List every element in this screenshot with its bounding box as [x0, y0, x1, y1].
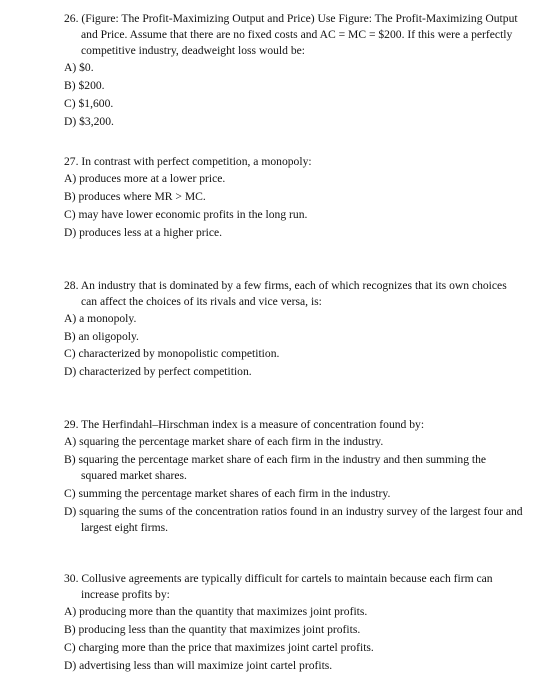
question-29-option-b: B) squaring the percentage market share of each firm in the industry and then summing the squared market shares.: [64, 453, 487, 482]
question-26-option-b: B) $200.: [64, 79, 105, 92]
question-28-option-b: B) an oligopoly.: [64, 329, 139, 343]
question-26-stem: 26. (Figure: The Profit-Maximizing Output and Price) Use Figure: The Profit-Maximizing Output and Price. Assume that there are no fixed costs and AC = MC = $200. If this were a perfectly competitive industry, deadweight loss would be:: [64, 12, 518, 57]
question-30: [64, 571, 524, 676]
question-30-option-a: A) producing more than the quantity that maximizes joint profits.: [64, 605, 368, 618]
question-27-option-b: B) produces where MR > MC.: [64, 190, 206, 203]
question-29: [64, 417, 524, 538]
question-27-option-c: C) may have lower economic profits in the long run.: [64, 208, 308, 221]
question-30-option-c: C) charging more than the price that maximizes joint cartel profits.: [64, 641, 374, 654]
question-28-option-a: A) a monopoly.: [64, 312, 137, 325]
question-28-option-c: C) characterized by monopolistic competition.: [64, 347, 280, 360]
question-26-option-d: D) $3,200.: [64, 115, 114, 128]
question-29-option-d: D) squaring the sums of the concentration ratios found in an industry survey of the largest four and largest eight firms.: [64, 505, 523, 534]
question-30-option-d: D) advertising less than will maximize joint cartel profits.: [64, 659, 333, 672]
question-27: [64, 154, 524, 243]
question-27-option-a: A) produces more at a lower price.: [64, 172, 226, 185]
question-28: [64, 278, 524, 381]
question-29-option-a: A) squaring the percentage market share of each firm in the industry.: [64, 435, 384, 448]
question-26-option-a: A) $0.: [64, 61, 94, 74]
question-26: [64, 11, 524, 132]
question-27-option-d: D) produces less at a higher price.: [64, 226, 223, 239]
question-28-option-d: D) characterized by perfect competition.: [64, 364, 252, 378]
question-29-option-c: C) summing the percentage market shares of each firm in the industry.: [64, 487, 391, 500]
question-28-stem: 28. An industry that is dominated by a few firms, each of which recognizes that its own choices can affect the choices of its rivals and vice versa, is:: [64, 279, 507, 308]
question-26-option-c: C) $1,600.: [64, 97, 114, 110]
question-29-stem: 29. The Herfindahl–Hirschman index is a measure of concentration found by:: [64, 418, 425, 431]
question-30-option-b: B) producing less than the quantity that maximizes joint profits.: [64, 623, 361, 636]
question-30-stem: 30. Collusive agreements are typically difficult for cartels to maintain because each firm can increase profits by:: [64, 572, 493, 601]
question-27-stem: 27. In contrast with perfect competition, a monopoly:: [64, 155, 312, 168]
